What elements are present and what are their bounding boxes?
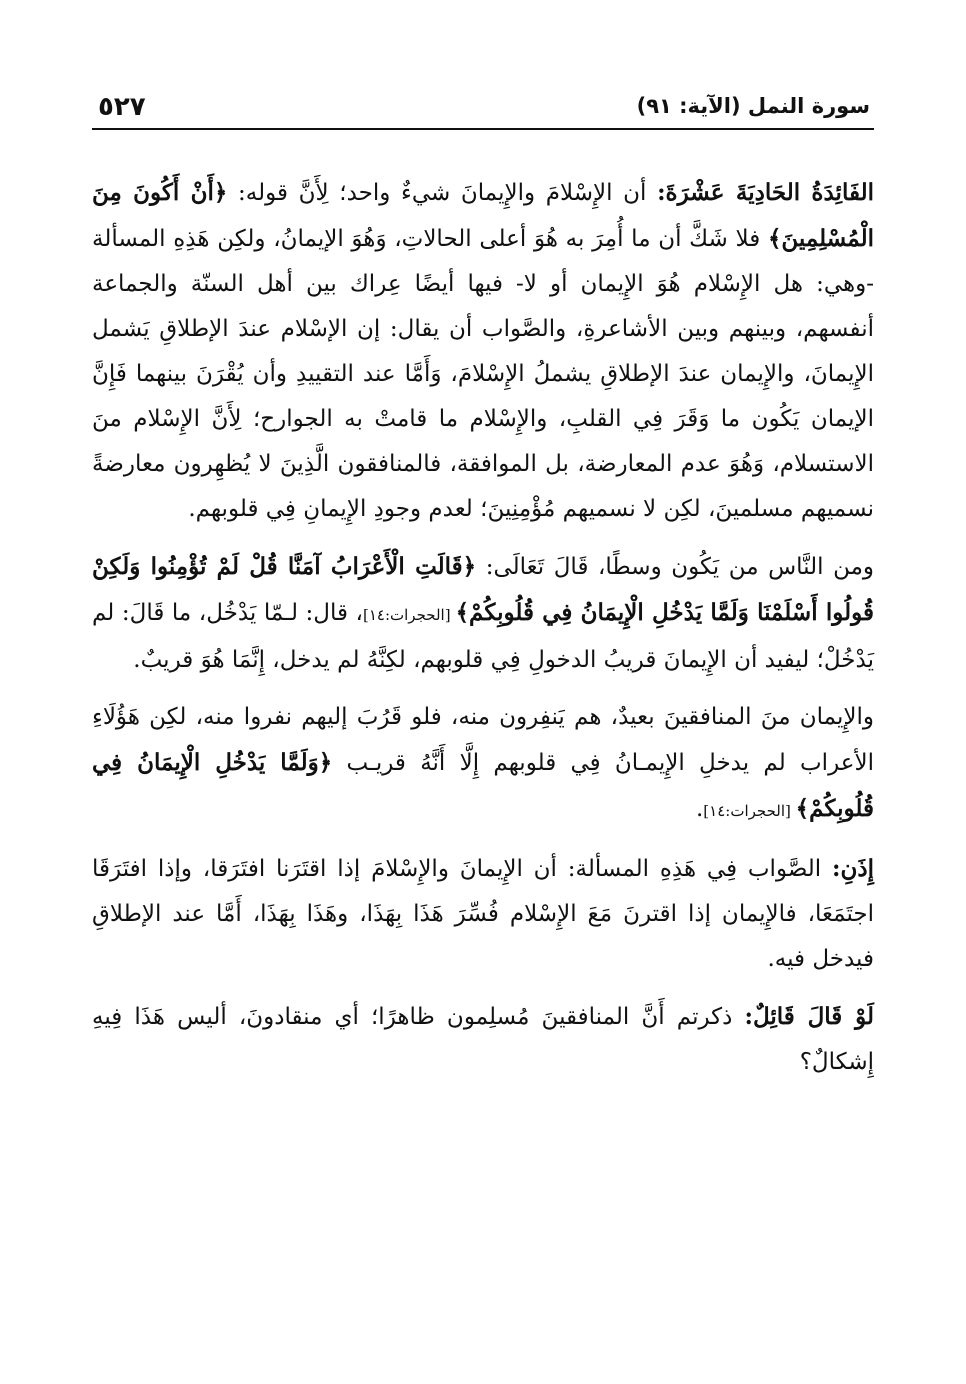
paragraph-conclusion	[92, 846, 874, 982]
paragraph-text: الصَّواب فِي هَذِهِ المسألة: أن الإِيمانَ والإِسْلامَ إذا اقتَرَنا افتَرَقا، وإذا افتَرَقَا اجتَمَعَا، فالإِيمان إذا اقترنَ مَعَ الإِسْلام فُسِّرَ هَذَا بِهَذَا، وهَذَا بِهَذَا، أَمَّا عند الإطلاقِ فيدخل فيه.	[92, 856, 874, 972]
quran-verse: ﴿وَلَمَّا يَدْخُلِ الْإِيمَانُ فِي قُلُوبِكُمْ﴾	[92, 749, 874, 822]
paragraph-text: والإِيمان منَ المنافقينَ بعيدٌ، هم يَنفِرون منه، فلو قَرُبَ إليهم نفروا منه، لكِن هَؤُلَاءِ الأعراب لم يدخلِ الإِيمـانُ فِي قلوبهم إِلَّا أَنَّهُ قريـب	[92, 704, 874, 776]
verse-reference: [الحجرات:١٤]	[362, 606, 456, 624]
paragraph-objection	[92, 994, 874, 1085]
page-body	[92, 170, 874, 1085]
verse-reference: [الحجرات:١٤]	[703, 802, 796, 820]
page-header	[92, 84, 874, 130]
quran-verse: ﴿قَالَتِ الْأَعْرَابُ آمَنَّا قُلْ لَمْ تُؤْمِنُوا وَلَكِنْ قُولُوا أَسْلَمْنَا وَلَمَّا يَدْخُلِ الْإِيمَانُ فِي قُلُوبِكُمْ﴾	[92, 553, 875, 626]
paragraph-bedouins	[92, 544, 874, 683]
paragraph-text: فلا شَكَّ أن ما أُمِرَ به هُوَ أعلى الحالاتِ، وَهُوَ الإيمانُ، ولكِن هَذِهِ المسألة -وهي: هل الإِسْلام هُوَ الإِيمان أو لا- فيها أيضًا عِراك بين أهل السنّة والجماعة أنفسهم، وبينهم وبين الأشاعرةِ، والصَّواب أن يقال: إن الإسْلام عندَ الإطلاقِ يَشمل الإِيمانَ، والإِيمان عندَ الإطلاقِ يشملُ الإِسْلامَ، وَأَمَّا عند التقييدِ وأن يُقْرَنَ بينهما فَإِنَّ الإيمان يَكُون ما وَقَرَ فِي القلبِ، والإِسْلام ما قامتْ به الجوارح؛ لِأَنَّ الإِسْلام منَ الاستسلام، وَهُوَ عدم المعارضة، بل الموافقة، فالمنافقون الَّذِينَ لا يُظهِرون معارضةً نسميهم مسلمينَ، لكِن لا نسميهم مُؤْمِنِينَ؛ لعدم وجودِ الإِيمانِ فِي قلوبهم.	[92, 226, 874, 522]
page-number: ٥٢٧	[98, 92, 146, 122]
paragraph-text: .	[695, 796, 704, 822]
section-heading: إِذَنِ:	[831, 855, 874, 882]
paragraph-text: ومن النَّاس من يَكُون وسطًا، قَالَ تَعَالَى:	[476, 554, 875, 580]
paragraph-text: ، قال: لـمّا يَدْخُل، ما قَالَ: لم يَدْخُلْ؛ ليفيد أن الإِيمانَ قريبُ الدخولِ فِي قلوبهم، لكِنَّهُ لم يدخل، إِنَّمَا هُوَ قريبٌ.	[92, 600, 874, 673]
paragraph-eleventh-benefit	[92, 170, 874, 532]
section-heading: لَوْ قَالَ قَائِلٌ:	[744, 1003, 874, 1030]
quran-verse: ﴿أَنْ أَكُونَ مِنَ الْمُسْلِمِينَ﴾	[92, 179, 874, 252]
paragraph-text: أن الإِسْلامَ والإِيمانَ شيءٌ واحد؛ لِأَنَّ قوله:	[227, 180, 658, 206]
running-title: سورة النمل (الآية: ٩١)	[636, 94, 870, 118]
section-heading: الفَائِدَةُ الحَادِيَةَ عَشْرَةَ:	[657, 179, 874, 206]
paragraph-hypocrites	[92, 695, 874, 834]
paragraph-text: ذكرتم أَنَّ المنافقينَ مُسلِمون ظاهرًا؛ أي منقادونَ، أليس هَذَا فِيهِ إِشكالٌ؟	[92, 1004, 874, 1075]
